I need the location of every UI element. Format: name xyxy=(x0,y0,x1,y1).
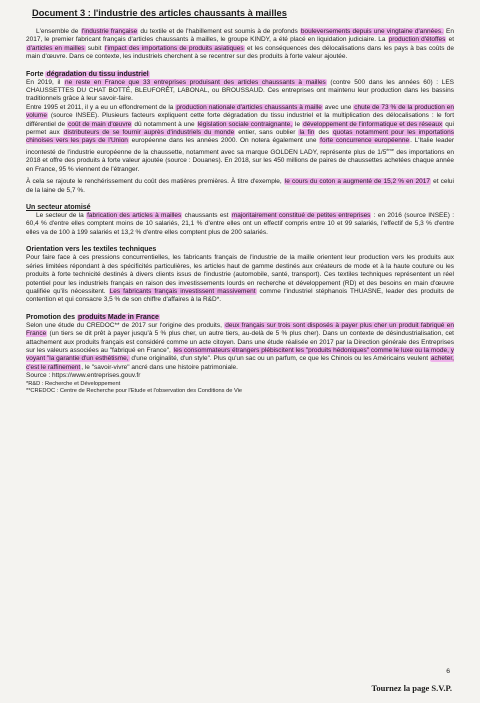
intro-paragraph xyxy=(26,28,454,62)
text: et celui de la laine de 5,7 %. xyxy=(26,178,454,194)
text: chaussants est xyxy=(182,212,231,220)
highlight: le cours du coton a augmenté de 15,2 % en 2017 xyxy=(284,178,430,186)
source-line: Source : https://www.entreprises.gouv.fr xyxy=(26,372,141,380)
text: À cela se rajoute le renchérissement du coût des matières premières. À titre d'exemple, xyxy=(26,178,284,186)
paragraph-atomise xyxy=(26,212,454,237)
paragraph-textiles-techniques xyxy=(26,254,454,304)
text: (source INSEE). Plusieurs facteurs expliquent cette forte dégradation du tissu industriel et la multiplication des délocalisations : le fort différentiel de xyxy=(26,112,454,128)
text: avec une xyxy=(322,103,354,111)
superscript: ème xyxy=(386,146,395,152)
text: des xyxy=(315,129,333,137)
text: du textile et de l'habillement est soumis à de profonds xyxy=(138,28,300,35)
section-heading-textiles-techniques xyxy=(26,246,454,253)
text: En 2019, il xyxy=(26,78,64,86)
section-heading-atomise xyxy=(26,204,454,211)
highlight: développement de l'informatique et des réseaux xyxy=(303,120,443,128)
highlight: chute de 73 % de la production en volume xyxy=(26,103,455,120)
paragraph-made-in-france xyxy=(26,322,454,372)
text: et les conséquences des délocalisations dans les pays à bas coûts de main d'œuvre. Dans ce contexte, les industriels cherchent à se recentrer sur des produits à forte valeur ajoutée. xyxy=(26,44,454,61)
footnote-credoc: **CREDOC : Centre de Recherche pour l'Etude et l'observation des Conditions de Vie xyxy=(26,387,243,394)
paragraph-2019 xyxy=(26,79,454,104)
highlight: quotas notamment pour les importations chinoises vers les pays de l'Union xyxy=(26,129,454,145)
turn-page-note: Tournez la page S.V.P. xyxy=(371,683,452,693)
text: Selon une étude du CREDOC** de 2017 sur l'origine des produits, xyxy=(26,321,225,329)
text: et xyxy=(446,36,455,44)
text: : en 2016 (source INSEE) : 60,4 % d'entre elles comptent moins de 10 salariés, 21,1 % d'entre elles ont un effectif compris entre 10 et 99 salariés, l'effectif de 5,3 % d'entre elles va de 100 à 199 salariés et 13,2 % d'entre elles comptent plus de 200 salariés. xyxy=(26,212,454,236)
text: (contre 500 dans les années 60) : LES CHAUSSETTES DU CHAT BOTTÉ, BLEUFORÊT, LABONAL, ou BROUSSAUD. Ces entreprises ont maintenu leur production dans les bassins traditionnels grâce à leur savoir-faire. xyxy=(26,78,454,103)
text: (un tiers se dit prêt à payer jusqu'à 5 % plus cher, un autre tiers, au-delà de 5 % plus cher). Dans un contexte de désindustrialisation, cet attachement aux produits français est considéré comme un acte citoyen. Dans une étude réalisée en 2017 par la Direction générale des Entreprises sur les valeurs associées au "fabriqué en France", xyxy=(26,330,454,354)
text: Forte xyxy=(26,70,46,78)
highlight: d'articles en mailles xyxy=(27,44,85,52)
text: Pour faire face à ces pressions concurrentielles, les fabricants français de l'industrie de la maille orientent leur production vers les produits aux séries limitées répondant à des spécificités particulières, les articles haut de gamme destinés aux créateurs de mode et à la haute couture ou les produits à forte technicité destinés à divers clients issus de l'industrie (automobile, santé, transport). Ces textiles techniques représentent un réel potentiel pour les industriels français en raison des investissements lourds en recherche et développement (RD) et des besoins en main d'œuvre qualifiée qu'ils nécessitent. xyxy=(26,254,454,295)
highlight: bouleversements depuis une vingtaine d'années. xyxy=(300,28,443,35)
highlight: production d'étoffes xyxy=(388,36,446,44)
text: des importations en 2018 et offre des produits à forte valeur ajoutée (source : Douanes). En 2018, sur les 450 millions de paires de chaussettes achetées chaque année en France, 95 % viennent de l'étranger. xyxy=(26,149,454,173)
text: subit xyxy=(85,44,104,52)
text: européenne dans les années 2000. On notera également une xyxy=(128,137,320,145)
highlight: Les fabricants français investissent massivement xyxy=(109,287,256,295)
text: qui permet aux xyxy=(26,120,454,137)
text: . L'Italie leader incontesté de l'industrie européenne de la chaussette, notamment avec sa marque GOLDEN LADY, représente plus de 1/5 xyxy=(26,137,454,157)
highlight: majoritairement constitué de petites entreprises xyxy=(231,212,371,220)
section-heading-made-in-france xyxy=(26,314,454,321)
text: Promotion des xyxy=(26,313,77,321)
text: L'ensemble de xyxy=(36,28,81,35)
highlight: l'industrie française xyxy=(81,28,138,35)
section-heading-degradation xyxy=(26,71,454,78)
text: le xyxy=(293,120,303,128)
highlight: la fin xyxy=(299,129,315,137)
highlight: deux français sur trois sont disposés à payer plus cher un produit fabriqué en France xyxy=(26,321,454,338)
text: En 2017, le premier fabricant français d'articles chaussants à mailles, le groupe KINDY, a été placé en liquidation judiciaire. La xyxy=(26,28,454,44)
highlight: dégradation du tissu industriel xyxy=(46,70,149,78)
highlight: forte concurrence européenne xyxy=(320,137,410,145)
text: comme l'industriel stéphanois THUASNE, leader des produits de contention et qui consacre 3,5 % de son chiffre d'affaires à la R&D*. xyxy=(26,287,454,304)
text: Entre 1995 et 2011, il y a eu un effondrement de la xyxy=(26,103,176,111)
footnote-rd: *R&D : Recherche et Développement xyxy=(26,380,121,387)
highlight: acheter, c'est le raffinement xyxy=(26,355,454,371)
text: Orientation vers les textiles techniques xyxy=(26,246,157,254)
highlight: l'impact des importations de produits asiatiques xyxy=(104,44,244,52)
paragraph-raw-materials xyxy=(26,178,454,195)
highlight: les consommateurs étrangers plébiscitent les "produits hédoniques" comme le luxe ou la mode, y voyant "la garantie d'un esthétisme, xyxy=(26,346,454,363)
paragraph-1995-2011 xyxy=(26,104,454,174)
highlight: législation sociale contraignante, xyxy=(197,120,292,128)
text: , le "savoir-vivre" ancré dans une histoire patrimoniale. xyxy=(81,363,238,371)
highlight: ne reste en France que 33 entreprises produisant des articles chaussants à mailles xyxy=(64,78,326,86)
text: d'une originalité, d'un style". Plus qu'un sac ou un parfum, ce que les Chinois ou les Américains veulent xyxy=(129,355,430,363)
text: dû notamment à une xyxy=(132,120,197,128)
highlight: coût de main d'œuvre xyxy=(68,120,132,128)
text: entier, sans oublier xyxy=(235,129,299,137)
highlight: fabrication des articles à mailles xyxy=(87,212,182,220)
text: Un secteur atomisé xyxy=(26,204,91,212)
page-number: 6 xyxy=(446,668,450,675)
document-title: Document 3 : l'industrie des articles chaussants à mailles xyxy=(32,8,287,18)
highlight: production nationale d'articles chaussants à maille xyxy=(176,103,322,111)
highlight: distributeurs de se fournir auprès d'industriels du monde xyxy=(63,129,235,137)
highlight: produits Made in France xyxy=(77,313,159,321)
text: Le secteur de la xyxy=(36,212,87,220)
